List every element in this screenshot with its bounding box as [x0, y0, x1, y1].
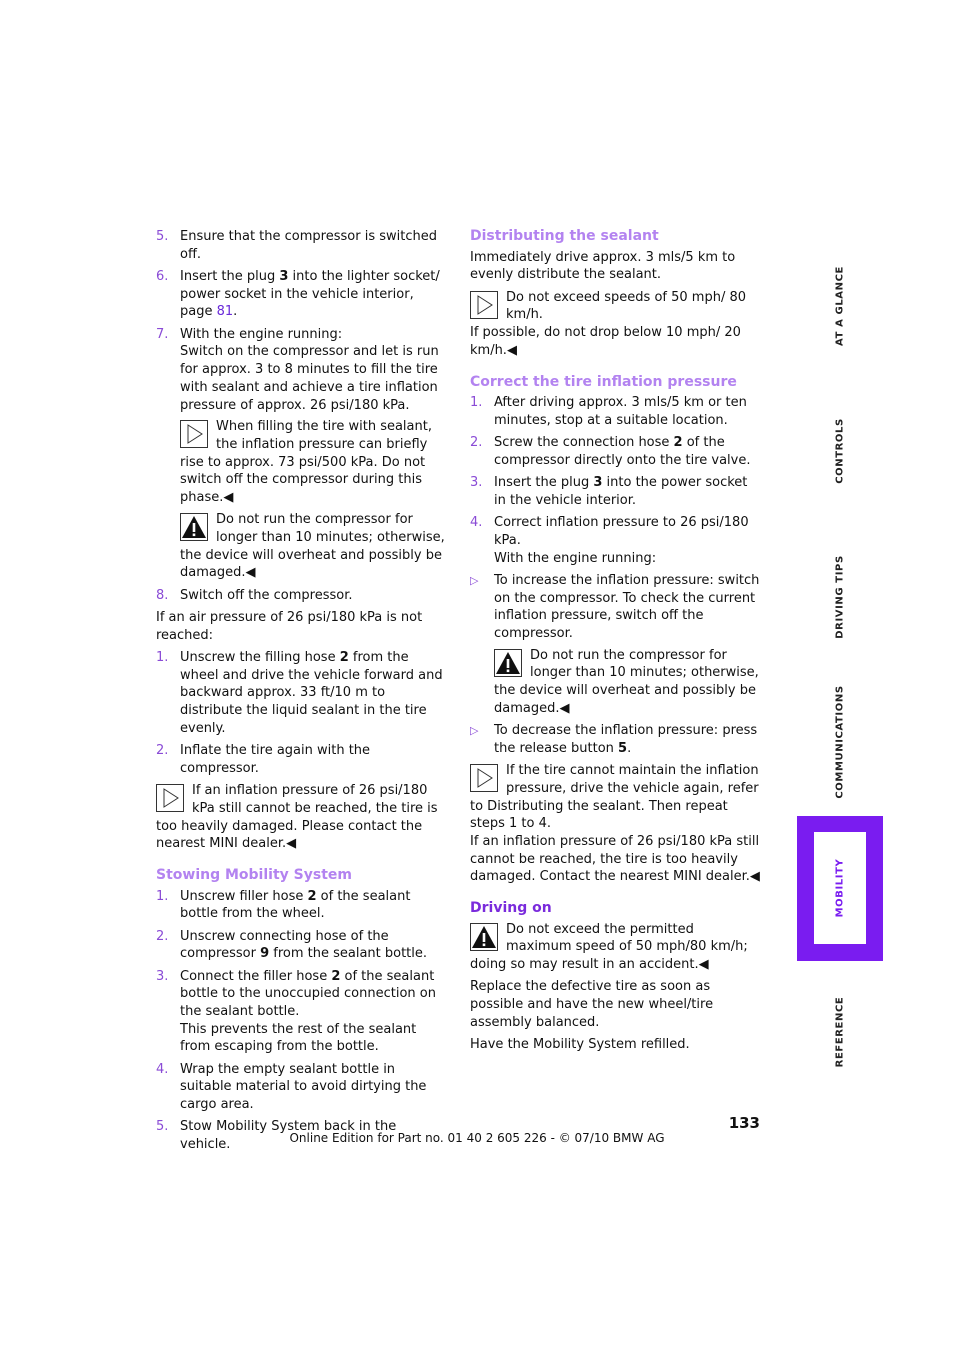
tab-at-a-glance[interactable]: AT A GLANCE: [834, 266, 846, 346]
warning-icon: [470, 923, 498, 951]
list-item: [470, 474, 762, 509]
paragraph: Replace the defective tire as soon as possible and have the new wheel/tire assembly balanced.: [470, 979, 714, 1030]
note-block: [470, 289, 762, 360]
list-text: Unscrew connecting hose of the compressor: [180, 928, 389, 962]
list-text: Inflate the tire again with the compressor.: [180, 743, 371, 776]
list-number: 1.: [156, 650, 169, 666]
tab-controls[interactable]: CONTROLS: [834, 418, 846, 484]
list-item: [156, 1061, 448, 1114]
paragraph: Immediately drive approx. 3 mls/5 km to evenly distribute the sealant.: [470, 249, 736, 283]
list-number: 4.: [156, 1061, 169, 1077]
list-item: [470, 514, 762, 567]
list-item: [156, 649, 448, 738]
list-item: [156, 928, 448, 963]
list-number: 2.: [156, 928, 169, 944]
list-number: 5.: [156, 1119, 169, 1135]
note-arrow-icon: [156, 784, 184, 812]
note-text: If the tire cannot maintain the inflation pressure, drive the vehicle again, refer to Distributing the sealant. Then repeat steps 1 to 4.: [470, 763, 759, 832]
list-text: To increase the inflation pressure: switch on the compressor. To check the current inflation pressure, switch off the compressor.: [494, 572, 760, 642]
list-item: [470, 394, 762, 429]
tab-reference[interactable]: REFERENCE: [834, 996, 846, 1068]
list-text: With the engine running:: [180, 326, 343, 342]
list-text: .: [627, 740, 632, 756]
ref-number: 9: [260, 946, 270, 962]
note-arrow-icon: [470, 291, 498, 319]
ref-number: 2: [339, 650, 349, 666]
right-column: [470, 228, 762, 1058]
list-text: After driving approx. 3 mls/5 km or ten minutes, stop at a suitable location.: [494, 395, 747, 428]
section-heading: Correct the tire inflation pressure: [470, 373, 737, 390]
note-block: [470, 762, 762, 886]
ref-number: 2: [673, 435, 683, 451]
warning-icon: [180, 513, 208, 541]
list-text: from the wheel and drive the vehicle forward and backward approx. 33 ft/10 m to distribute the liquid sealant in the tire evenly.: [180, 650, 443, 736]
list-item: [156, 968, 448, 1057]
bullet-item: [470, 722, 762, 757]
ref-number: 3: [593, 475, 603, 491]
list-number: 2.: [156, 743, 169, 759]
list-number: 1.: [156, 888, 169, 904]
note-arrow-icon: [470, 764, 498, 792]
list-item: [156, 268, 448, 321]
warning-text: Do not run the compressor for longer than 10 minutes; otherwise, the device will overheat and possibly be damaged.◀: [180, 512, 445, 581]
list-text: .: [233, 304, 238, 320]
list-text: To decrease the inflation pressure: press the release button: [494, 723, 758, 756]
paragraph: If an air pressure of 26 psi/180 kPa is not reached:: [156, 610, 423, 643]
warning-text: Do not exceed the permitted maximum speed of 50 mph/80 km/h; doing so may result in an accident.◀: [470, 921, 748, 973]
note-text: If an inflation pressure of 26 psi/180 kPa still cannot be reached, the tire is too heavily damaged. Contact the nearest MINI dealer.◀: [470, 833, 760, 885]
side-navigation: [797, 230, 883, 1090]
list-number: 4.: [470, 515, 483, 531]
list-text: With the engine running:: [494, 550, 657, 566]
list-number: 6.: [156, 269, 169, 284]
list-number: 3.: [470, 475, 483, 491]
list-text: of the sealant bottle to the unoccupied connection on the sealant bottle.: [180, 968, 436, 1020]
list-text: Switch on the compressor and let is run for approx. 3 to 8 minutes to fill the tire with sealant and achieve a tire inflation pressure of approx. 26 psi/180 kPa.: [180, 344, 439, 413]
list-item: [156, 587, 448, 605]
note-block: [156, 782, 448, 853]
note-text: Do not exceed speeds of 50 mph/ 80 km/h.: [506, 289, 747, 323]
list-text: from the sealant bottle.: [269, 946, 428, 962]
ref-number: 3: [279, 269, 289, 284]
list-text: Unscrew filler hose: [180, 888, 308, 904]
left-column: [156, 228, 448, 1158]
paragraph: Have the Mobility System refilled.: [470, 1037, 690, 1053]
warning-block: [470, 921, 762, 974]
bullet-item: [470, 572, 762, 718]
note-arrow-icon: [180, 420, 208, 448]
footer-text: Online Edition for Part no. 01 40 2 605 226 - © 07/10 BMW AG: [289, 1131, 665, 1145]
list-item: [156, 742, 448, 777]
list-text: Insert the plug: [180, 269, 280, 284]
list-text: This prevents the rest of the sealant from escaping from the bottle.: [180, 1021, 417, 1055]
list-item: [156, 228, 448, 263]
bullet-arrow-icon: ▷: [470, 724, 479, 738]
section-heading: Distributing the sealant: [470, 228, 659, 244]
list-text: Switch off the compressor.: [180, 587, 353, 603]
list-item: [470, 434, 762, 469]
page-link[interactable]: 81: [216, 304, 234, 320]
note-text: When filling the tire with sealant, the inflation pressure can briefly rise to approx. 73 psi/500 kPa. Do not switch off the compressor during this phase.◀: [180, 419, 432, 506]
list-number: 8.: [156, 587, 169, 603]
note-block: [180, 418, 448, 507]
tab-mobility[interactable]: MOBILITY: [834, 858, 846, 918]
list-number: 2.: [470, 435, 483, 451]
section-heading: Driving on: [470, 900, 552, 917]
list-text: Stow Mobility System back in the vehicle.: [180, 1119, 397, 1153]
list-text: Correct inflation pressure to 26 psi/180 kPa.: [494, 515, 749, 548]
section-heading: Stowing Mobility System: [156, 866, 352, 883]
note-text: If possible, do not drop below 10 mph/ 20 km/h.◀: [470, 325, 741, 358]
list-number: 5.: [156, 229, 169, 244]
list-number: 7.: [156, 326, 169, 342]
list-text: Wrap the empty sealant bottle in suitable material to avoid dirtying the cargo area.: [180, 1061, 427, 1113]
list-text: into the lighter socket/ power socket in the vehicle interior, page: [180, 269, 440, 320]
warning-block: [180, 511, 448, 582]
tab-driving-tips[interactable]: DRIVING TIPS: [834, 555, 846, 639]
warning-block: [494, 647, 762, 718]
list-text: of the sealant bottle from the wheel.: [180, 888, 411, 922]
list-text: Connect the filler hose: [180, 968, 332, 984]
list-number: 3.: [156, 968, 169, 984]
note-text: If an inflation pressure of 26 psi/180 kPa still cannot be reached, the tire is too heavily damaged. Please contact the nearest MINI dealer.◀: [156, 783, 438, 852]
warning-text: Do not run the compressor for longer than 10 minutes; otherwise, the device will overheat and possibly be damaged.◀: [494, 647, 759, 716]
list-text: Insert the plug: [494, 475, 594, 491]
list-text: into the power socket in the vehicle interior.: [494, 475, 748, 508]
list-item: [156, 326, 448, 582]
tab-communications[interactable]: COMMUNICATIONS: [834, 685, 846, 799]
list-number: 1.: [470, 395, 483, 411]
ref-number: 2: [331, 968, 341, 984]
list-text: Unscrew the filling hose: [180, 650, 340, 666]
list-text: Screw the connection hose: [494, 435, 674, 451]
ref-number: 5: [618, 740, 628, 756]
list-text: Ensure that the compressor is switched off.: [180, 229, 437, 262]
list-item: [156, 888, 448, 923]
warning-icon: [494, 649, 522, 677]
page-number: 133: [728, 1114, 760, 1132]
bullet-arrow-icon: ▷: [470, 573, 479, 587]
ref-number: 2: [307, 888, 317, 904]
list-text: of the compressor directly onto the tire valve.: [494, 435, 751, 468]
